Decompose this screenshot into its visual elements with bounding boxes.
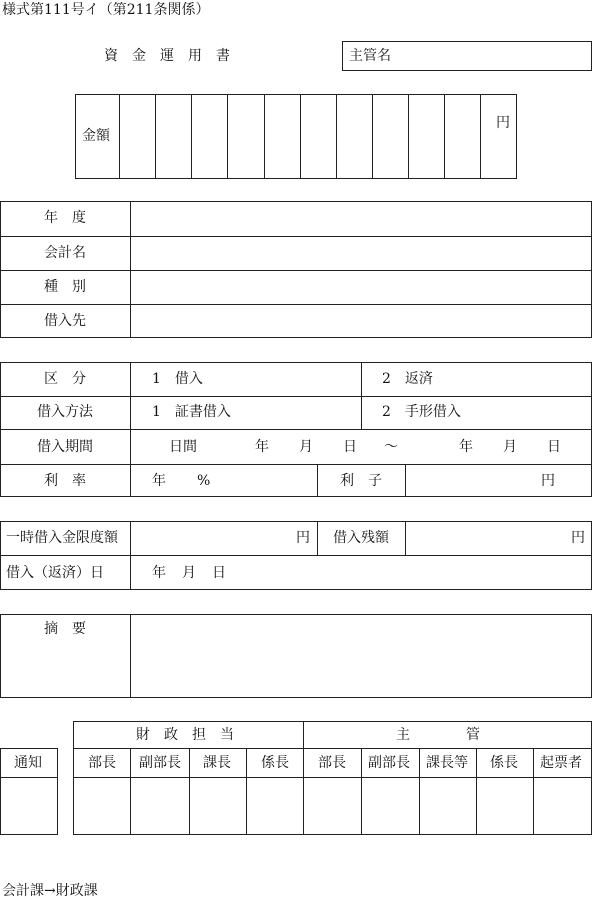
finance-col-chief: 係長	[261, 755, 289, 771]
limit-unit: 円	[296, 530, 310, 546]
period-start-month: 月	[299, 439, 313, 455]
summary-label: 摘 要	[44, 621, 86, 637]
notice-label: 通知	[14, 755, 42, 771]
amount-unit: 円	[496, 115, 510, 131]
stamp-cell[interactable]	[131, 778, 188, 834]
date-label: 借入（返済）日	[6, 565, 104, 581]
director-box[interactable]	[342, 41, 592, 71]
finance-col-director: 部長	[88, 755, 116, 771]
interest-unit: 円	[541, 473, 555, 489]
category-option-repay[interactable]: 2 返済	[382, 371, 433, 387]
period-end-month: 月	[503, 439, 517, 455]
grid-line	[361, 362, 362, 429]
grid-line	[73, 748, 592, 749]
type-field[interactable]	[131, 271, 591, 303]
stamp-cell[interactable]	[304, 778, 360, 834]
grid-line	[0, 429, 592, 430]
grid-line	[408, 94, 409, 179]
director-label: 主管名	[349, 48, 391, 64]
stamp-cell[interactable]	[190, 778, 245, 834]
method-label: 借入方法	[37, 404, 93, 420]
stamp-cell[interactable]	[247, 778, 302, 834]
amount-grid	[75, 94, 517, 179]
grid-line	[119, 94, 120, 179]
form-number: 様式第111号イ（第211条関係）	[2, 2, 210, 18]
finance-col-section: 課長	[203, 755, 231, 771]
method-option-bill[interactable]: 2 手形借入	[382, 404, 461, 420]
rate-percent: %	[197, 473, 211, 489]
grid-line	[0, 464, 592, 465]
grid-line	[191, 94, 192, 179]
stamp-cell[interactable]	[420, 778, 475, 834]
grid-line	[405, 464, 406, 497]
grid-line	[372, 94, 373, 179]
year-field[interactable]	[131, 202, 591, 235]
balance-label: 借入残額	[333, 530, 389, 546]
amount-label: 金額	[82, 128, 110, 144]
main-col-director: 部長	[318, 755, 346, 771]
main-col-drafter: 起票者	[540, 755, 582, 771]
date-year: 年	[152, 565, 166, 581]
period-end-day: 日	[547, 439, 561, 455]
year-label: 年 度	[44, 210, 86, 226]
period-start-year: 年	[255, 439, 269, 455]
main-group-header: 主 管	[396, 727, 480, 743]
grid-line	[0, 555, 592, 556]
period-end-year: 年	[459, 439, 473, 455]
stamp-cell[interactable]	[362, 778, 418, 834]
category-label: 区 分	[44, 371, 86, 387]
grid-line	[480, 94, 481, 179]
method-option-certificate[interactable]: 1 証書借入	[152, 404, 231, 420]
finance-col-deputy: 副部長	[139, 755, 181, 771]
main-col-section: 課長等	[426, 755, 468, 771]
grid-line	[317, 521, 318, 555]
period-label: 借入期間	[37, 439, 93, 455]
main-col-deputy: 副部長	[368, 755, 410, 771]
lender-label: 借入先	[44, 313, 86, 329]
routing-note: 会計課→財政課	[2, 883, 98, 899]
stamp-cell[interactable]	[74, 778, 129, 834]
date-month: 月	[182, 565, 196, 581]
grid-line	[300, 94, 301, 179]
grid-line	[264, 94, 265, 179]
interest-label: 利 子	[340, 473, 382, 489]
period-start-day: 日	[343, 439, 357, 455]
balance-unit: 円	[571, 530, 585, 546]
grid-line	[155, 94, 156, 179]
lender-field[interactable]	[131, 305, 591, 337]
grid-line	[405, 521, 406, 555]
date-day: 日	[212, 565, 226, 581]
rate-year: 年	[152, 473, 166, 489]
main-col-chief: 係長	[490, 755, 518, 771]
limit-label: 一時借入金限度額	[6, 530, 118, 546]
account-field[interactable]	[131, 237, 591, 269]
finance-group-header: 財 政 担 当	[136, 727, 234, 743]
grid-line	[0, 396, 592, 397]
summary-field[interactable]	[131, 615, 591, 697]
category-option-borrow[interactable]: 1 借入	[152, 371, 203, 387]
period-days: 日間	[169, 439, 197, 455]
rate-label: 利 率	[44, 473, 86, 489]
grid-line	[227, 94, 228, 179]
period-tilde: ～	[384, 439, 398, 455]
account-label: 会計名	[44, 245, 86, 261]
grid-line	[317, 464, 318, 497]
stamp-cell[interactable]	[477, 778, 532, 834]
type-label: 種 別	[44, 279, 86, 295]
page-title: 資 金 運 用 書	[104, 48, 230, 64]
grid-line	[444, 94, 445, 179]
stamp-cell[interactable]	[534, 778, 591, 834]
notice-stamp[interactable]	[1, 778, 57, 834]
grid-line	[336, 94, 337, 179]
